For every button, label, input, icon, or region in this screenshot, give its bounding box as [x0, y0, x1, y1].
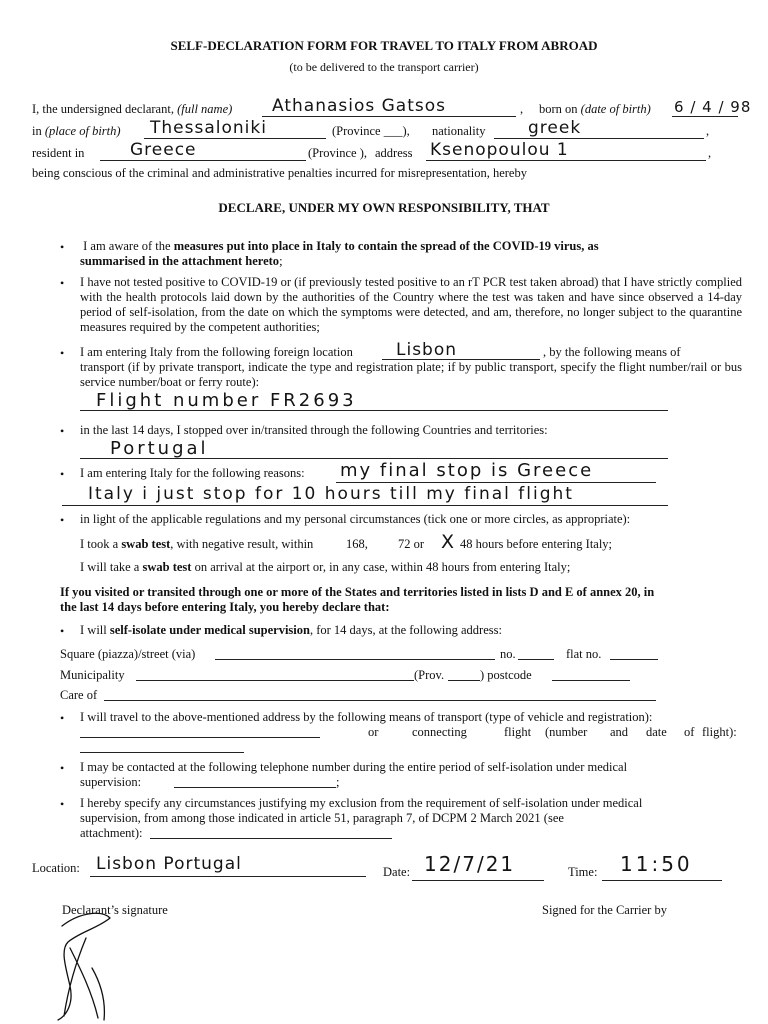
swab-future-text	[80, 560, 570, 575]
nationality-label: nationality	[432, 124, 486, 138]
prov-field[interactable]	[448, 680, 480, 681]
street-no-label: no.	[500, 647, 516, 661]
date-label: Date:	[383, 865, 411, 879]
travel-flight-2: flight):	[702, 725, 737, 739]
pob-intro	[32, 124, 121, 139]
location-label: Location:	[32, 861, 80, 875]
care-of-label: Care of	[60, 688, 98, 702]
bullet-3: •	[60, 346, 65, 360]
street-field[interactable]	[215, 659, 495, 660]
comma-2: ,	[706, 124, 710, 138]
born-on-text: born on	[539, 102, 578, 116]
exclusion-line-1: I hereby specify any circumstances justifying my exclusion from the requirement of self-isolation under medical	[80, 796, 643, 810]
postcode-field[interactable]	[552, 680, 630, 681]
exclusion-field[interactable]	[150, 838, 392, 839]
bullet-6: •	[60, 513, 65, 527]
time-line	[602, 880, 722, 881]
bullet-10: •	[60, 797, 65, 811]
carrier-signature-label: Signed for the Carrier by	[542, 903, 667, 917]
bullet-5: •	[60, 467, 65, 481]
date-month: 7	[462, 852, 477, 876]
swab-future-a: I will take a	[80, 560, 140, 574]
pob-in-text: in	[32, 124, 42, 138]
bullet-1: •	[60, 240, 65, 254]
location-line	[90, 876, 366, 877]
date-field[interactable]: 12/7/21	[424, 852, 516, 876]
location-field[interactable]: Lisbon Portugal	[96, 854, 242, 874]
care-of-field[interactable]	[104, 700, 656, 701]
travel-number: (number	[545, 725, 588, 739]
option-168h[interactable]: 168,	[346, 537, 368, 551]
bullet-8: •	[60, 711, 65, 725]
phone-supervision-label: supervision:	[80, 775, 142, 789]
tick-mark-48h[interactable]: X	[441, 531, 456, 553]
option-72h[interactable]: 72 or	[398, 537, 425, 551]
travel-or: or	[368, 725, 379, 739]
prov-label: (Prov.	[414, 668, 445, 682]
travel-date: date	[646, 725, 667, 739]
dob-year: 98	[730, 98, 752, 116]
born-on-label	[539, 102, 651, 117]
bullet-9: •	[60, 761, 65, 775]
birthplace-field[interactable]: Thessaloniki	[150, 118, 267, 138]
address-label: address	[375, 146, 413, 160]
declarant-signature-label: Declarant’s signature	[62, 903, 168, 917]
municipality-label: Municipality	[60, 668, 125, 682]
swab-taken-b: , with negative result, within	[170, 537, 314, 551]
phone-end: ;	[336, 775, 340, 789]
swab-taken-bold: swab test	[121, 537, 171, 551]
option-48h[interactable]: 48 hours before entering Italy;	[460, 537, 613, 551]
province-label-2: (Province ),	[308, 146, 368, 160]
declarant-intro	[32, 102, 232, 117]
exclusion-paragraph	[80, 796, 742, 841]
postcode-label: ) postcode	[480, 668, 532, 682]
travel-means-text: I will travel to the above-mentioned address by the following means of transport (type of vehicle and registration):	[80, 710, 653, 724]
means-of-text: , by the following means of	[543, 345, 681, 359]
reason-field-2[interactable]: Italy i just stop for 10 hours till my final flight	[88, 484, 574, 504]
transport-line	[80, 410, 668, 411]
dob-label: (date of birth)	[580, 102, 651, 116]
regulations-text: in light of the applicable regulations and my personal circumstances (tick one or more circles, as appropriate):	[80, 512, 631, 526]
dob-field[interactable]: 6 / 4 / 98	[674, 98, 752, 116]
full-name-line	[262, 116, 516, 117]
residence-field[interactable]: Greece	[130, 140, 197, 160]
transit-countries-field[interactable]: Portugal	[110, 438, 209, 459]
street-no-field[interactable]	[518, 659, 554, 660]
self-isolate-text	[80, 623, 502, 638]
declare-heading: DECLARE, UNDER MY OWN RESPONSIBILITY, THAT	[218, 200, 550, 215]
province-label-1: (Province ___),	[332, 124, 410, 138]
travel-and: and	[610, 725, 629, 739]
comma: ,	[520, 102, 524, 116]
transit-text: in the last 14 days, I stopped over in/transited through the following Countries and territories:	[80, 423, 548, 437]
exclusion-line-2: supervision, from among those indicated in article 51, paragraph 7, of DCPM 2 March 2021 (see	[80, 811, 564, 825]
date-year: 21	[485, 852, 516, 876]
flat-no-field[interactable]	[610, 659, 658, 660]
comma-3: ,	[708, 146, 712, 160]
exclusion-line-3: attachment):	[80, 826, 143, 840]
reasons-text: I am entering Italy for the following reasons:	[80, 466, 305, 480]
phone-field[interactable]	[174, 787, 336, 788]
visited-line-1: If you visited or transited through one or more of the States and territories listed in lists D and E of annex 20, in	[60, 585, 655, 599]
transit-line	[80, 458, 668, 459]
form-subtitle: (to be delivered to the transport carrier)	[289, 60, 479, 74]
awareness-end: ;	[279, 254, 283, 268]
declarant-signature-scribble	[40, 908, 130, 1024]
foreign-location-text: I am entering Italy from the following foreign location	[80, 345, 353, 359]
address-field[interactable]: Ksenopoulou 1	[430, 140, 569, 160]
dob-month: 4	[702, 98, 713, 116]
nationality-field[interactable]: greek	[528, 118, 582, 138]
travel-of: of	[684, 725, 695, 739]
connecting-flight-field[interactable]	[80, 752, 244, 753]
dob-day: 6	[674, 98, 685, 116]
transport-vehicle-field[interactable]	[80, 737, 320, 738]
full-name-field[interactable]: Athanasios Gatsos	[272, 96, 446, 116]
nationality-line	[494, 138, 704, 139]
travel-flight: flight	[504, 725, 532, 739]
bullet-2: •	[60, 276, 65, 290]
dob-line	[672, 116, 738, 117]
visited-lists-notice	[60, 585, 742, 615]
municipality-field[interactable]	[136, 680, 414, 681]
self-isolate-b: , for 14 days, at the following address:	[309, 623, 502, 637]
form-title: SELF-DECLARATION FORM FOR TRAVEL TO ITALY FROM ABROAD	[170, 38, 598, 53]
reason-field-1[interactable]: my final stop is Greece	[340, 460, 594, 481]
flat-no-label: flat no.	[566, 647, 602, 661]
date-day: 12	[424, 852, 454, 876]
awareness-text: I am aware of the	[83, 239, 171, 253]
pob-label: (place of birth)	[44, 124, 121, 138]
phone-text: I may be contacted at the following telephone number during the entire period of self-isolation under medical	[80, 760, 628, 774]
penalties-text: being conscious of the criminal and administrative penalties incurred for misrepresentation, hereby	[32, 166, 527, 180]
reason-line-2	[62, 505, 668, 506]
transport-instructions: transport (if by private transport, indicate the type and registration plate; if by public transport, specify the flight number/rail or bus service number/boat or ferry route):	[80, 360, 742, 389]
swab-future-b: on arrival at the airport or, in any case, within 48 hours from entering Italy;	[194, 560, 571, 574]
awareness-bold-1: measures put into place in Italy to contain the spread of the COVID-19 virus, as	[173, 239, 599, 253]
self-isolate-bold: self-isolate under medical supervision	[109, 623, 310, 637]
birthplace-line	[144, 138, 326, 139]
street-label: Square (piazza)/street (via)	[60, 647, 196, 661]
transport-field[interactable]: Flight number FR2693	[96, 390, 357, 411]
bullet-4: •	[60, 424, 65, 438]
time-field[interactable]: 11:50	[620, 852, 693, 876]
declarant-intro-text: I, the undersigned declarant,	[32, 102, 174, 116]
swab-future-bold: swab test	[142, 560, 192, 574]
bullet-7: •	[60, 624, 65, 638]
swab-taken-text	[80, 537, 313, 552]
date-line	[412, 880, 544, 881]
awareness-bold-2: summarised in the attachment hereto	[80, 254, 280, 268]
self-isolate-a: I will	[80, 623, 107, 637]
swab-taken-a: I took a	[80, 537, 119, 551]
awareness-paragraph	[80, 239, 742, 269]
covid-negative-paragraph: I have not tested positive to COVID-19 or (if previously tested positive to an rT PCR test taken abroad) that I have strictly complied with the health protocols laid down by the authorities of the Country where the test was taken and have since observed a 14-day period of self-isolation, from the date on which the symptoms were detected, and am, therefore, no longer subject to the quarantine measures required by the competent authorities;	[80, 275, 742, 334]
resident-label: resident in	[32, 146, 85, 160]
foreign-location-field[interactable]: Lisbon	[396, 340, 458, 360]
visited-line-2: the last 14 days before entering Italy, you hereby declare that:	[60, 600, 390, 614]
travel-connecting: connecting	[412, 725, 467, 739]
full-name-label: (full name)	[177, 102, 233, 116]
residence-line	[100, 160, 306, 161]
address-line	[426, 160, 706, 161]
time-label: Time:	[568, 865, 598, 879]
reason-line-1	[336, 482, 656, 483]
